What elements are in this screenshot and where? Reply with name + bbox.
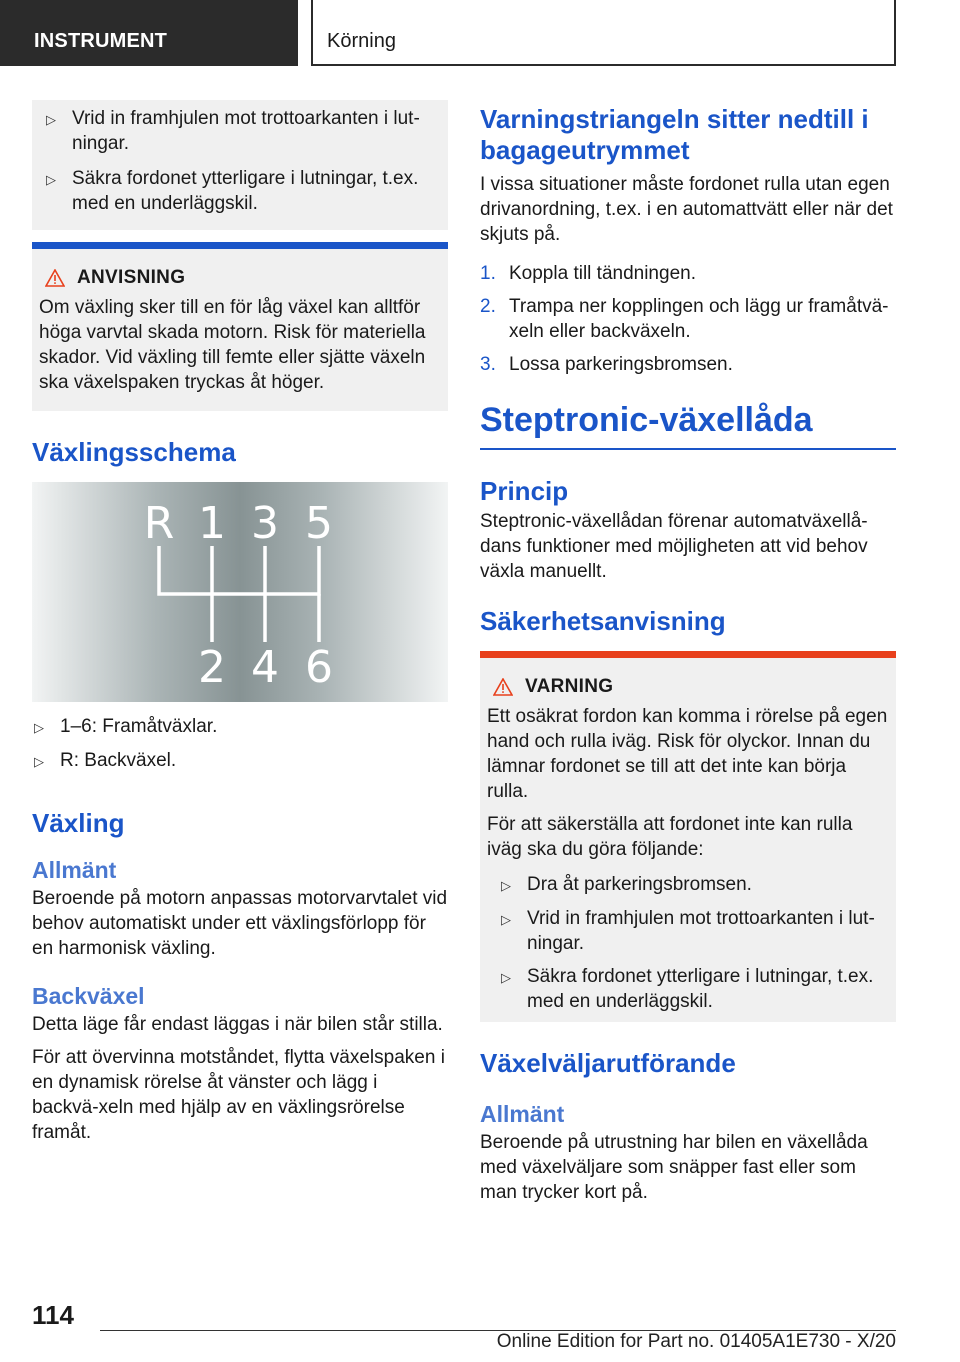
- gear-label-3: 3: [251, 498, 279, 549]
- top-bullet-box: [32, 100, 448, 230]
- general-text: Beroende på motorn anpassas motorvarvtalet vid behov automatiskt under ett växlingsförlopp för en harmonisk växling.: [32, 888, 448, 959]
- warning-text-1: Ett osäkrat fordon kan komma i rörelse på egen hand och rulla iväg. Risk för olyckor. Innan du lämnar fordonet se till att det inte kan börja rulla.: [487, 706, 888, 802]
- selector-general-heading: Allmänt: [480, 1101, 565, 1127]
- list-item: 2. Trampa ner kopplingen och lägg ur framåtvä-xeln eller backväxeln.: [480, 296, 889, 342]
- bullet-triangle-icon: ▷: [501, 878, 511, 893]
- gear-label-r: R: [143, 498, 175, 549]
- gear-label-4: 4: [251, 642, 279, 693]
- selector-heading: Växelväljarutförande: [480, 1048, 736, 1078]
- triangle-text: I vissa situationer måste fordonet rulla utan egen drivanordning, t.ex. i en automattvätt eller när det skjuts på.: [480, 174, 893, 245]
- gear-label-6: 6: [305, 642, 333, 693]
- gear-shift-diagram: [32, 482, 448, 702]
- shift-pattern-heading: Växlingsschema: [32, 437, 236, 467]
- heading-rule: [480, 448, 896, 450]
- triangle-heading: Varningstriangeln sitter nedtill i bagageutrymmet: [480, 104, 869, 165]
- principle-heading: Princip: [480, 476, 569, 506]
- warning-text-2: För att säkerställa att fordonet inte kan rulla iväg ska du göra följande:: [487, 814, 853, 860]
- reverse-text-2: För att övervinna motståndet, flytta växelspaken i en dynamisk rörelse åt vänster och lägg i backvä-xeln med hjälp av en växlingsrörelse framåt.: [32, 1047, 445, 1143]
- principle-text: Steptronic-växellådan förenar automatväxellå-dans funktioner med möjligheten att vid behov växla manuellt.: [480, 511, 868, 582]
- warning-title: VARNING: [487, 676, 888, 698]
- bullet-triangle-icon: ▷: [501, 970, 511, 985]
- bullet-triangle-icon: ▷: [34, 720, 44, 735]
- selector-general-text: Beroende på utrustning har bilen en växellåda med växelväljare som snäpper fast eller som man trycker kort på.: [480, 1132, 868, 1203]
- gear-label-5: 5: [305, 498, 333, 549]
- shift-pattern-image: [32, 482, 448, 702]
- notice-box: [32, 242, 448, 411]
- steps-list: [480, 261, 896, 377]
- bullet-triangle-icon: ▷: [46, 112, 56, 127]
- edition-text: Online Edition for Part no. 01405A1E730 - X/20: [496, 1331, 896, 1352]
- list-item: ▷ Säkra fordonet ytterligare i lutningar, t.ex. med en underläggskil.: [46, 168, 419, 214]
- list-item: ▷ Dra åt parkeringsbromsen.: [501, 872, 888, 898]
- list-item: ▷ 1–6: Framåtväxlar.: [32, 714, 448, 740]
- warning-triangle-icon: [493, 678, 513, 696]
- list-item: ▷ Vrid in framhjulen mot trottoarkanten i lut-ningar.: [501, 908, 875, 954]
- shifting-heading: Växling: [32, 808, 125, 838]
- chapter-tab: Körning: [311, 0, 896, 66]
- warning-triangle-icon: [45, 269, 65, 287]
- general-heading: Allmänt: [32, 857, 117, 883]
- bullet-triangle-icon: ▷: [34, 754, 44, 769]
- page-header: [0, 0, 960, 66]
- list-item: 3. Lossa parkeringsbromsen.: [480, 354, 733, 375]
- list-item: 1. Koppla till tändningen.: [480, 263, 696, 284]
- reverse-heading: Backväxel: [32, 983, 145, 1009]
- notice-text: Om växling sker till en för låg växel kan alltför höga varvtal skada motorn. Risk för materiella skador. Vid växling till femte eller sjätte växeln ska växelspaken tryckas åt höger.: [39, 297, 426, 393]
- steptronic-heading: Steptronic-växellåda: [480, 401, 813, 439]
- reverse-text-1: Detta läge får endast läggas i när bilen står stilla.: [32, 1014, 443, 1035]
- bullet-triangle-icon: ▷: [501, 912, 511, 927]
- left-column: [32, 100, 448, 1145]
- list-item: ▷ Säkra fordonet ytterligare i lutningar, t.ex. med en underläggskil.: [501, 966, 874, 1012]
- list-item: ▷ R: Backväxel.: [32, 748, 448, 774]
- safety-heading: Säkerhetsanvisning: [480, 606, 726, 636]
- right-column: [480, 100, 896, 1205]
- gear-label-1: 1: [198, 498, 226, 549]
- gear-label-2: 2: [198, 642, 226, 693]
- section-tab: INSTRUMENT: [0, 0, 298, 66]
- page-number: 114: [32, 1300, 74, 1330]
- list-item: ▷ Vrid in framhjulen mot trottoarkanten i lut-ningar.: [46, 108, 420, 154]
- warning-box: [480, 651, 896, 1022]
- bullet-triangle-icon: ▷: [46, 172, 56, 187]
- notice-title: ANVISNING: [39, 267, 436, 289]
